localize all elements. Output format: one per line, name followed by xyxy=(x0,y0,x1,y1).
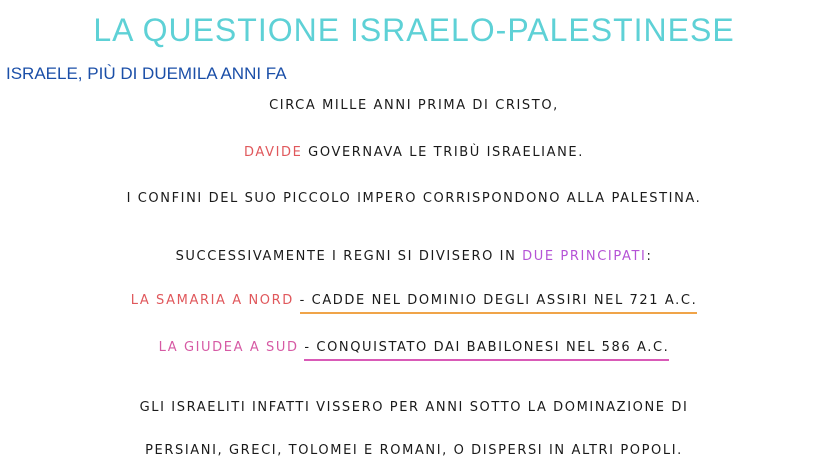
text-line-4 xyxy=(0,249,828,264)
underlined-giudea-text xyxy=(304,340,669,361)
text-line-4-end: : xyxy=(646,249,653,264)
section-heading: ISRAELE, PIÙ DI DUEMILA ANNI FA xyxy=(6,64,287,83)
underlined-samaria-text xyxy=(300,293,698,314)
text-line-6 xyxy=(0,340,828,355)
text-line-7 xyxy=(0,400,828,415)
dash-samaria: - xyxy=(299,293,306,308)
highlight-giudea: LA GIUDEA A SUD xyxy=(158,340,299,355)
text-line-8-content: PERSIANI, GRECI, TOLOMEI E ROMANI, O DISPERSI IN ALTRI POPOLI. xyxy=(145,443,683,458)
highlight-samaria: LA SAMARIA A NORD xyxy=(130,293,294,308)
samaria-description: CADDE NEL DOMINIO DEGLI ASSIRI NEL 721 A.C. xyxy=(311,293,698,308)
giudea-description: CONQUISTATO DAI BABILONESI NEL 586 A.C. xyxy=(316,340,670,355)
text-line-3-content: I CONFINI DEL SUO PICCOLO IMPERO CORRISPONDONO ALLA PALESTINA. xyxy=(126,191,702,206)
text-line-2-content: GOVERNAVA LE TRIBÙ ISRAELIANE. xyxy=(308,145,584,160)
page-title: LA QUESTIONE ISRAELO-PALESTINESE xyxy=(93,12,735,48)
text-line-8 xyxy=(0,443,828,458)
text-line-3 xyxy=(0,191,828,206)
text-line-1-content: CIRCA MILLE ANNI PRIMA DI CRISTO, xyxy=(269,98,559,113)
highlight-due-principati: DUE PRINCIPATI xyxy=(522,249,647,264)
text-line-4-start: SUCCESSIVAMENTE I REGNI SI DIVISERO IN xyxy=(175,249,517,264)
text-line-5 xyxy=(0,293,828,308)
text-line-7-content: GLI ISRAELITI INFATTI VISSERO PER ANNI SOTTO LA DOMINAZIONE DI xyxy=(139,400,689,415)
highlight-davide: DAVIDE xyxy=(244,145,303,160)
text-line-1 xyxy=(0,98,828,113)
dash-giudea: - xyxy=(304,340,311,355)
text-line-2 xyxy=(0,145,828,160)
